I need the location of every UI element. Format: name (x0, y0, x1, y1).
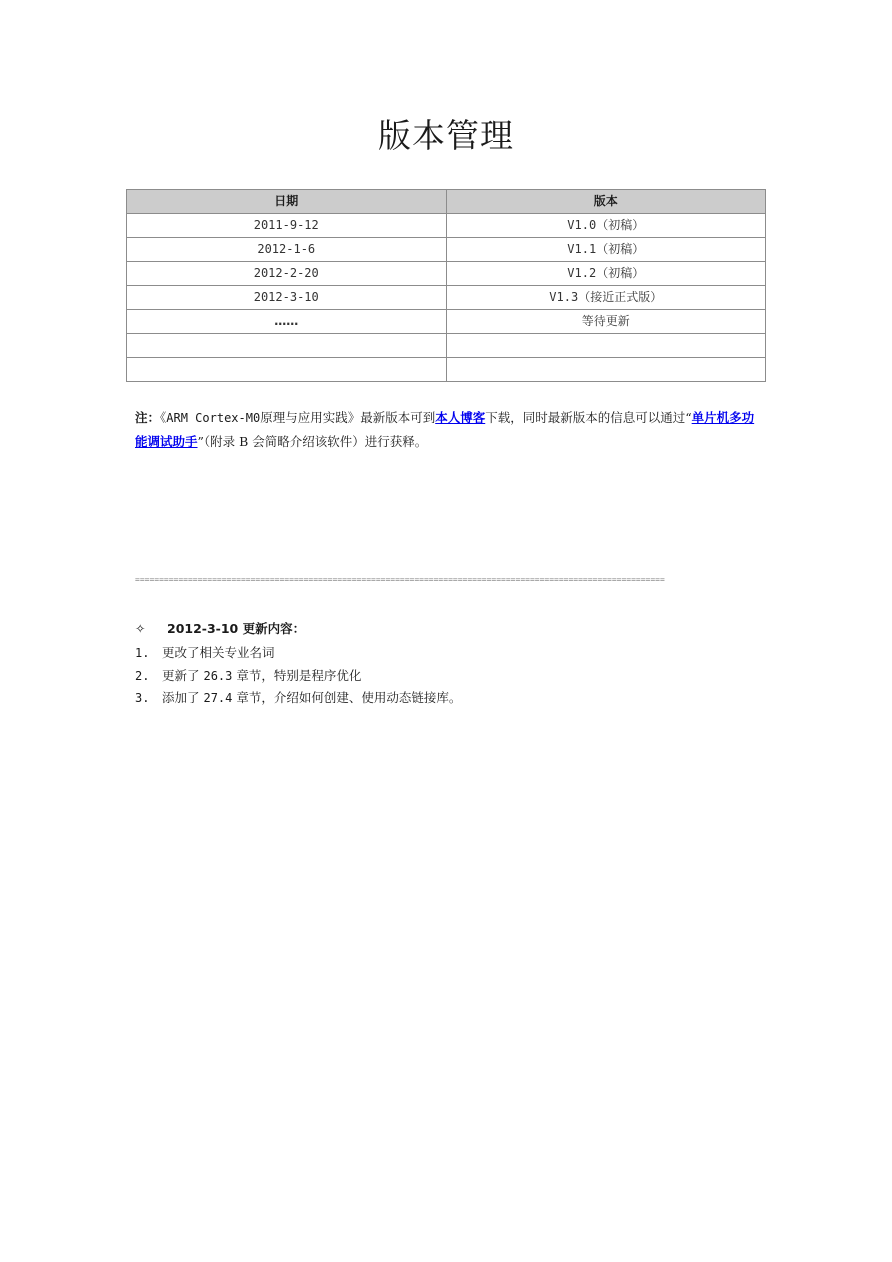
version-table (126, 189, 766, 382)
table-row (127, 286, 766, 310)
table-row (127, 334, 766, 358)
list-number: 3. (135, 691, 150, 705)
list-text-rest: 章节，介绍如何创建、使用动态链接库。 (232, 690, 462, 705)
note-end-text: ”（附录 B 会简略介绍该软件）进行获释。 (197, 434, 428, 449)
book-title-rest: 原理与应用实践》最新版本可到 (260, 410, 436, 425)
date-cell: 2012-3-10 (127, 286, 447, 310)
book-title-open: 《 (160, 410, 167, 425)
section-number: 27.4 (203, 691, 233, 705)
date-cell (127, 334, 447, 358)
page-title: 版本管理 (378, 116, 514, 155)
version-cell: V1.3（接近正式版） (446, 286, 766, 310)
list-text: 添加了 (162, 690, 204, 705)
list-text: 更改了相关专业名词 (162, 645, 275, 660)
list-number: 2. (135, 668, 150, 683)
version-cell: V1.0（初稿） (446, 214, 766, 238)
list-item (135, 642, 461, 665)
list-text-rest: 章节，特别是程序优化 (232, 667, 362, 683)
separator-line: ============================================================================================================== (135, 575, 665, 584)
update-heading-text: 2012-3-10 更新内容： (167, 621, 306, 636)
blog-link[interactable]: 本人博客 (435, 410, 486, 425)
section-number: 26.3 (203, 668, 233, 683)
list-item (135, 665, 461, 688)
book-title-name: ARM Cortex-M0 (166, 411, 261, 425)
list-text: 更新了 (162, 667, 204, 683)
column-header-date: 日期 (127, 190, 447, 214)
table-header-row (127, 190, 766, 214)
version-cell: V1.2（初稿） (446, 262, 766, 286)
diamond-bullet-icon: ✧ (135, 621, 146, 636)
date-cell (127, 358, 447, 382)
column-header-version: 版本 (446, 190, 766, 214)
list-number: 1. (135, 646, 150, 660)
download-note (135, 406, 763, 454)
note-label: 注： (135, 410, 161, 425)
table-row (127, 262, 766, 286)
table-row (127, 214, 766, 238)
update-heading (135, 619, 305, 639)
date-cell: 2011-9-12 (127, 214, 447, 238)
list-item (135, 687, 461, 710)
table-row (127, 310, 766, 334)
date-cell: 2012-2-20 (127, 262, 447, 286)
version-cell (446, 334, 766, 358)
version-cell: 等待更新 (446, 310, 766, 334)
update-list (135, 642, 461, 710)
table-row (127, 238, 766, 262)
version-cell (446, 358, 766, 382)
date-cell: …… (127, 310, 447, 334)
version-cell: V1.1（初稿） (446, 238, 766, 262)
date-cell: 2012-1-6 (127, 238, 447, 262)
table-row (127, 358, 766, 382)
note-middle-text: 下载，同时最新版本的信息可以通过“ (485, 410, 692, 425)
debug-assistant-link[interactable]: 单片机多功能调试助手 (135, 410, 755, 449)
